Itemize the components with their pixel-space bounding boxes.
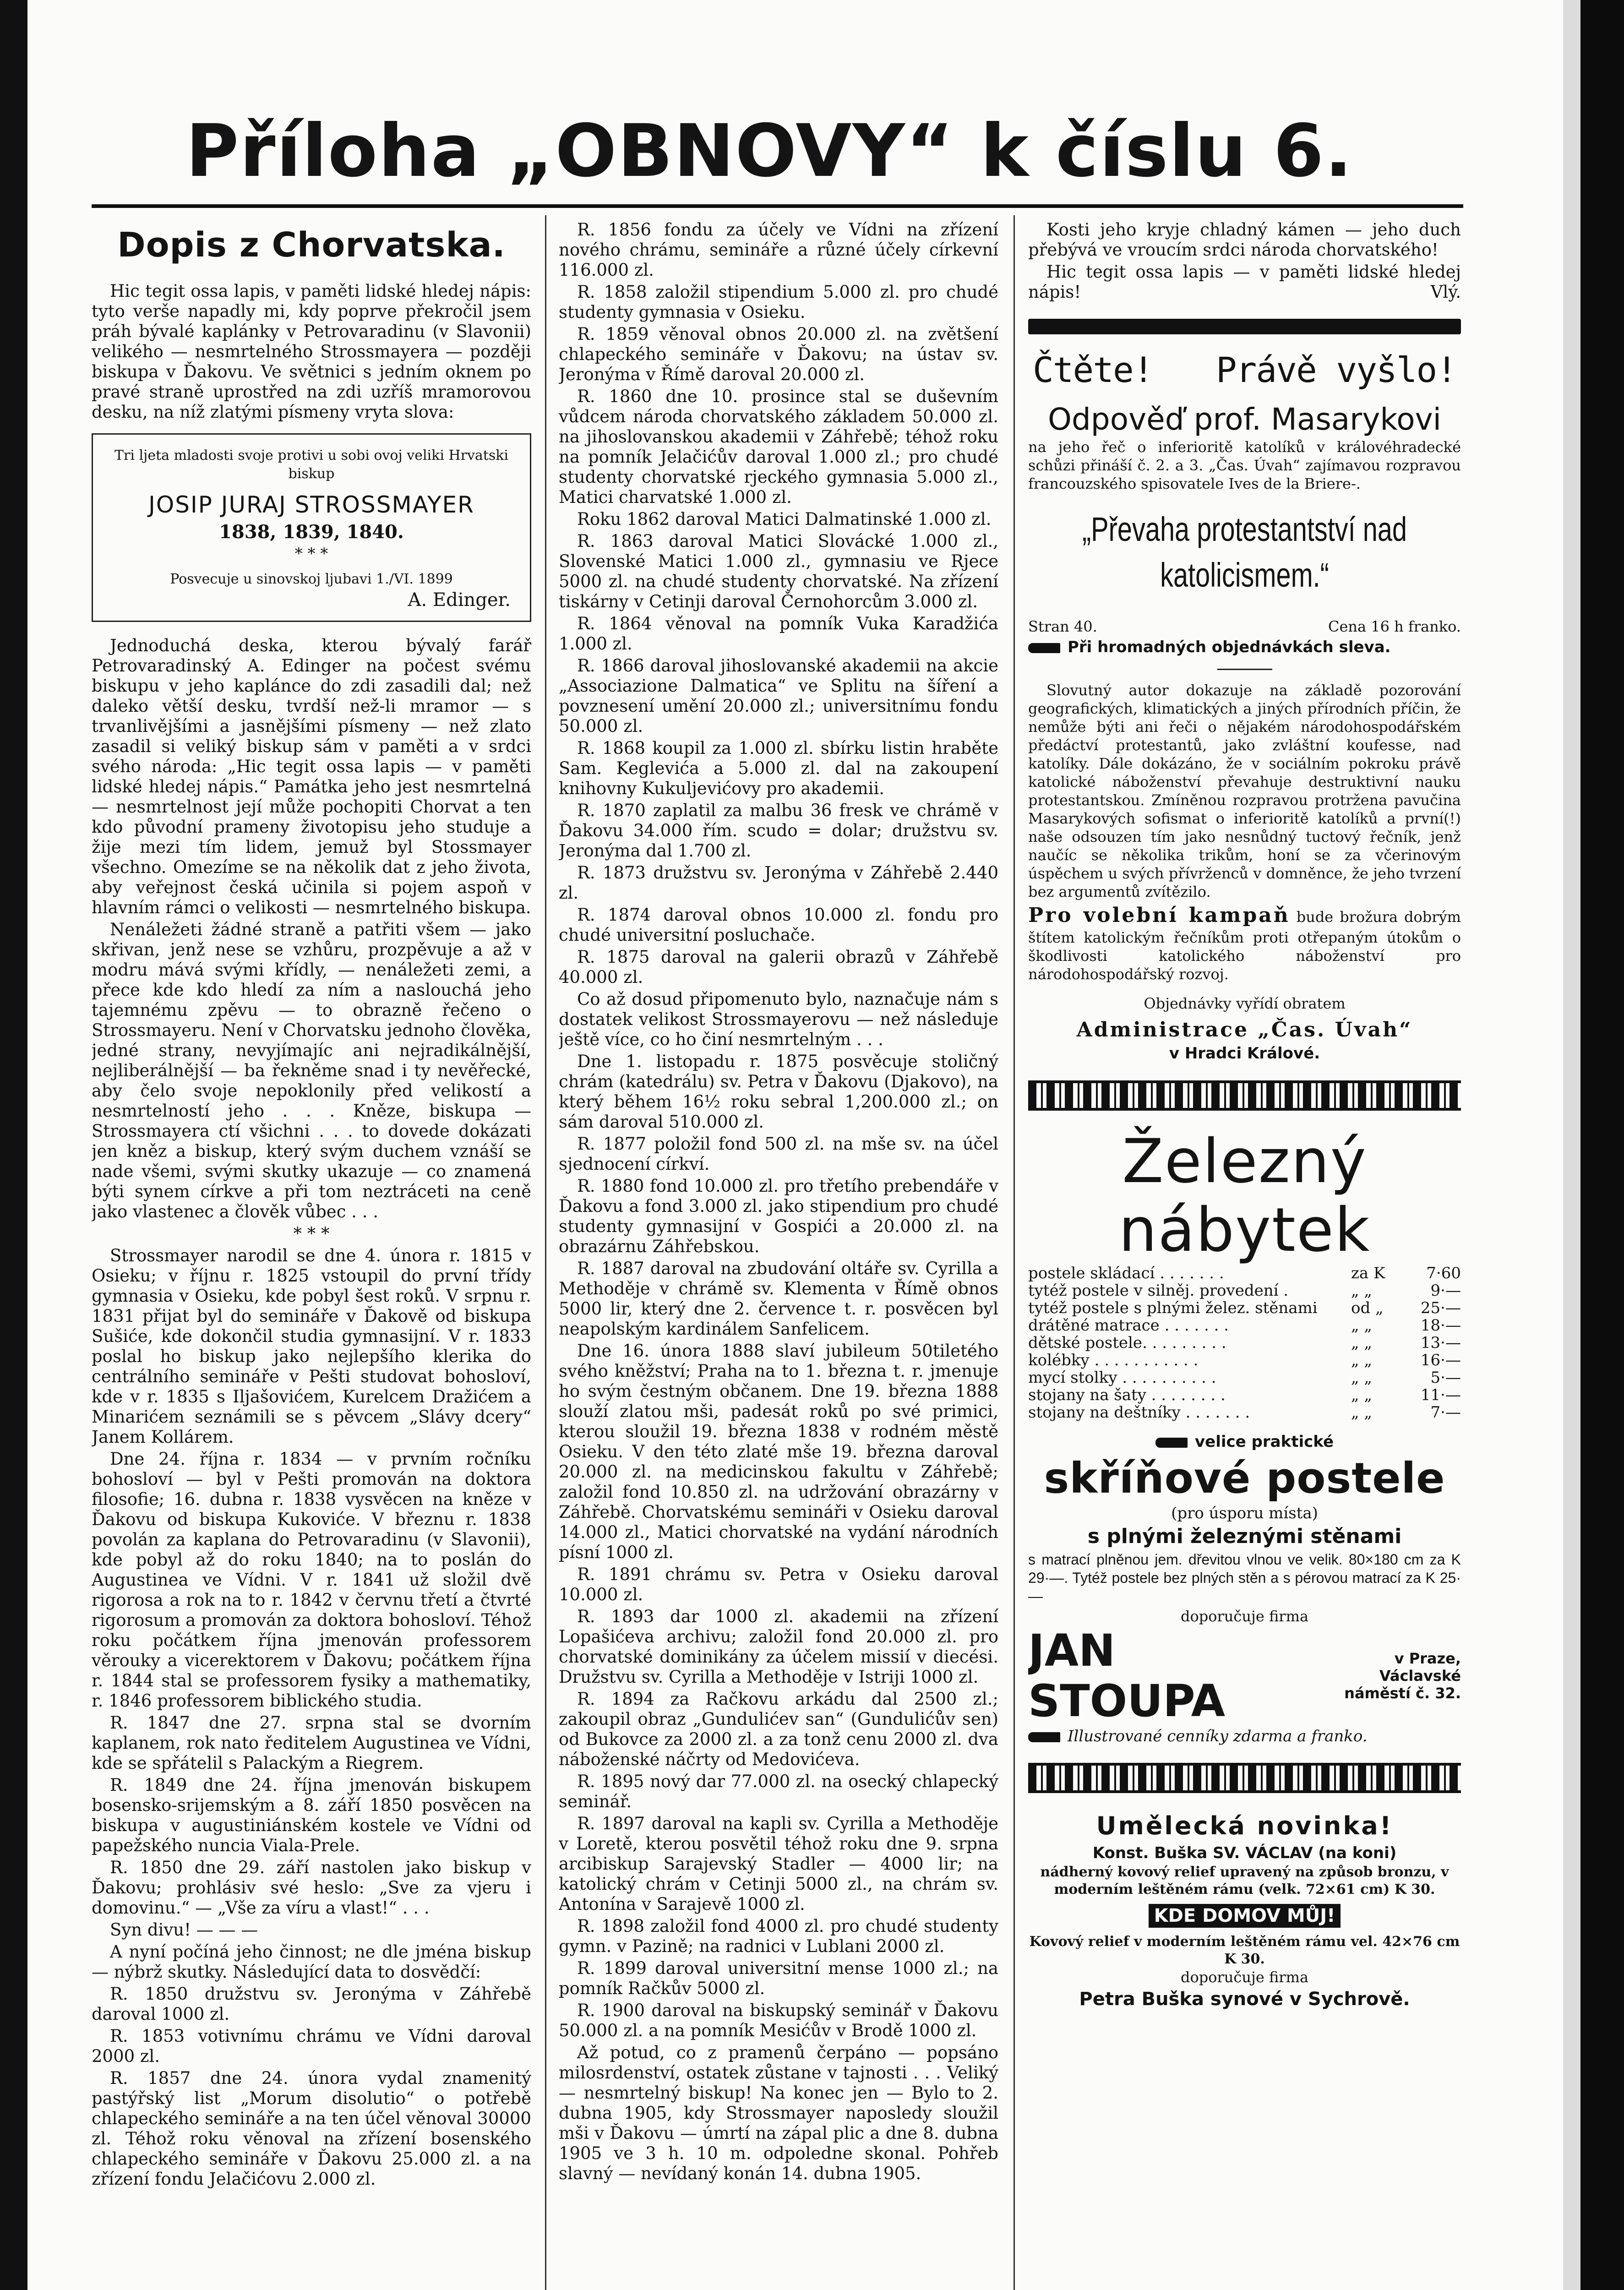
price-row bbox=[1028, 1334, 1461, 1352]
firm-row bbox=[1028, 1625, 1461, 1726]
article-paragraph: Jednoduchá deska, kterou bývalý farář Petrovaradinský A. Edinger na počest svému biskupu v jeho kaplánce do zdi zasadili dal; než daleko větší desku, tvrdší než-li mramor — s trvanlivějšími a jasnějšími písmeny — než zlato zasadil si veliký biskup sám v paměti a v srdci svého národa: „Hic tegit ossa lapis — v paměti lidské hledej nápis.“ Památka jeho jest nesmrtelná — nesmrtelnost její může pochopiti Chorvat a ten kdo původní prameny životopisu jeho studuje a žije mezi tím lidem, jemuž byl Stossmayer všechno. Omezíme se na několik dat z jeho života, aby veřejnost česká učinila si pojem aspoň v hlavním rámci o velikosti — nesmrtelného biskupa. bbox=[92, 636, 531, 917]
short-rule bbox=[1217, 669, 1272, 670]
book-pages: Stran 40. bbox=[1028, 618, 1097, 635]
separator-bar bbox=[1028, 319, 1461, 334]
catalog-line bbox=[1028, 1726, 1461, 1746]
memorial-plaque bbox=[92, 433, 531, 622]
practical-text: velice praktické bbox=[1194, 1433, 1334, 1451]
page-edge-right bbox=[1580, 0, 1624, 2290]
price-row bbox=[1028, 1265, 1461, 1282]
article-paragraph: Roku 1862 daroval Matici Dalmatinské 1.000 zl. bbox=[577, 509, 992, 529]
article-paragraph: R. 1863 daroval Matici Slovácké 1.000 zl., Slovenské Matici 1.000 zl., gymnasiu ve Rjece 5000 zl. na chudé studenty chorvatské. Na zřízení tiskárny v Cetinji daroval Černohorcům 3.000 zl. bbox=[559, 531, 998, 611]
article-paragraph: R. 1868 koupil za 1.000 zl. sbírku listin hraběte Sam. Keglevića a 5.000 zl. dal na zakoupení knihovny Kukuljevićovy pro akademii. bbox=[559, 738, 998, 798]
book-body: Slovutný autor dokazuje na základě pozorování geografických, klimatických a jiných přírodních příčin, že nemůže býti ani řeči o nějakém národohospodářském předáctví protestantů, jako zvláštní koufesse, nad katolíky. Dále dokázáno, že v sociálním pokroku právě katolické náboženství převahuje destruktivní nauku protestantskou. Zmíněnou rozpravou protržena pavučina Masarykových sofismat o inferioritě katolíků a první(!) naše odsouzen tím jako nesnůdný tuctový řečník, jenž naučíc se několika trikům, honí se za včerinovým úspěchem u svých přívrženců v domněnce, že jeho tvrzení bez argumentů zvítězilo. bbox=[1028, 682, 1461, 900]
article-paragraph: R. 1864 věnoval na pomník Vuka Karadžića 1.000 zl. bbox=[559, 614, 998, 654]
price-value: 13·— bbox=[1420, 1334, 1461, 1352]
article-paragraph: * * * bbox=[293, 1224, 330, 1243]
price-row bbox=[1028, 1386, 1461, 1404]
article-paragraph: A nyní počíná jeho činnost; ne dle jména biskup — nýbrž skutky. Následující data to dosvědčí: bbox=[92, 1942, 531, 1982]
article-paragraph: R. 1891 chrámu sv. Petra v Osieku daroval 10.000 zl. bbox=[559, 1565, 998, 1604]
article-ending-motto bbox=[1028, 262, 1461, 302]
price-unit: za K bbox=[1351, 1264, 1385, 1282]
article-ending: Kosti jeho kryje chladný kámen — jeho duch přebývá ve vroucím srdci národa chorvatského! bbox=[1028, 220, 1461, 260]
art-ad-line2: nádherný kovový relief upravený na způsob bronzu, v moderním leštěném rámu (velk. 72×61 cm) K 30. bbox=[1040, 1864, 1449, 1897]
article-paragraph: Dne 24. října r. 1834 — v prvním ročníku bohosloví — byl v Pešti promován na doktora filosofie; 16. dubna r. 1838 vysvěcen na kněze v Ďakovu od biskupa Kukoviće. V březnu r. 1838 povolán za kaplana do Petrovaradinu (v Slavonii), kde pobyl až do roku 1840; na to poslán do Augustinea ve Vídni. V r. 1841 už složil dvě rigorosa a rok na to r. 1842 v červnu třetí a čtvrté rigorosum a promován za doktora bohosloví. Téhož roku počátkem října jmenován professorem věrouky a vicerektorem v Ďakovu; počátkem října r. 1844 stal se professorem fysiky a mathematiky, r. 1846 professorem biblického studia. bbox=[92, 1449, 531, 1711]
book-price: Cena 16 h franko. bbox=[1328, 618, 1461, 635]
motto-text: Hic tegit ossa lapis — v paměti lidské hledej nápis! bbox=[1028, 262, 1461, 302]
art-ad-home-row bbox=[1028, 1904, 1461, 1928]
article-paragraph: Dne 16. února 1888 slaví jubileum 50tiletého svého kněžství; Praha na to 1. března t. r. jmenuje ho svým čestným občanem. Dne 19. března 1888 slouží zlatou mši, padesát roků po své primici, kterou sloužil 19. března 1838 v rodném městě Osieku. V den této zlaté mše 19. března daroval 20.000 zl. na medicinskou fakultu v Záhřebě; založil fond 10.850 zl. na udržování obrazárny v Záhřebě. Chorvatskému semináři v Osieku daroval 14.000 zl., Matici chorvatské na vydání národních písní 1000 zl. bbox=[559, 1341, 998, 1562]
article-paragraph: Až potud, co z pramenů čerpáno — popsáno milosrdenství, ostatek zůstane v tajnosti . . . Veliký — nesmrtelný biskup! Na konec jen — Bylo to 2. dubna 1905, kdy Strossmayer naposledy sloužil mši v Ďakovu — úmrtí na zápal plic a dne 8. dubna 1905 ve 3 h. 10 m. odpoledne skonal. Pohřeb slavný — nevídaný konán 14. dubna 1905. bbox=[559, 2043, 998, 2183]
article-paragraph: R. 1900 daroval na biskupský seminář v Ďakovu 50.000 zl. a na pomník Mesićův v Brodě 1000 zl. bbox=[559, 2001, 998, 2040]
article-paragraph: R. 1873 družstvu sv. Jeronýma v Záhřebě 2.440 zl. bbox=[559, 863, 998, 903]
cabinet-desc: s matrací plněnou jem. dřevitou vlnou ve velik. 80×180 cm za K 29·—. Tytéž postele bez plných stěn a s pérovou matrací za K 25·— bbox=[1028, 1551, 1461, 1604]
price-table bbox=[1028, 1265, 1461, 1421]
price-unit: „ „ bbox=[1351, 1281, 1373, 1300]
price-item: dětské postele. . . . . . . . . bbox=[1028, 1334, 1226, 1352]
article-paragraph: R. 1850 družstvu sv. Jeronýma v Záhřebě daroval 1000 zl. bbox=[92, 1984, 531, 2024]
home-banner: KDE DOMOV MŮJ! bbox=[1149, 1904, 1341, 1928]
art-ad-line3: Kovový relief v moderním leštěném rámu vel. 42×76 cm K 30. bbox=[1029, 1934, 1460, 1967]
art-firm: Petra Buška synové v Sychrově. bbox=[1079, 1989, 1410, 2010]
firm-address-2: náměstí č. 32. bbox=[1344, 1685, 1461, 1702]
price-item: stojany na deštníky . . . . . . . bbox=[1028, 1403, 1250, 1422]
admin-city: v Hradci Králové. bbox=[1169, 1044, 1320, 1063]
book-ad-header bbox=[1028, 348, 1461, 392]
column-2 bbox=[559, 220, 998, 2290]
article-paragraph: R. 1858 založil stipendium 5.000 zl. pro chudé studenty gymnasia v Osieku. bbox=[559, 282, 998, 322]
column-rule bbox=[1014, 215, 1015, 2290]
walls-line: s plnými železnými stěnami bbox=[1087, 1525, 1402, 1548]
price-value: 9·— bbox=[1430, 1281, 1461, 1300]
price-value: 5·— bbox=[1430, 1369, 1461, 1387]
price-value: 7·— bbox=[1430, 1403, 1461, 1422]
plaque-stars: * * * bbox=[294, 545, 328, 563]
price-item: postele skládací . . . . . . . bbox=[1028, 1264, 1224, 1282]
plaque-years: 1838, 1839, 1840. bbox=[219, 521, 404, 543]
column-1 bbox=[92, 220, 531, 2290]
campaign-text bbox=[1028, 903, 1461, 983]
price-item: tytéž postele v silněj. provedení . bbox=[1028, 1281, 1289, 1300]
article-paragraph: R. 1856 fondu za účely ve Vídni na zřízení nového chrámu, semináře a různé účely církevní 116.000 zl. bbox=[559, 220, 998, 280]
price-value: 25·— bbox=[1420, 1299, 1461, 1317]
pointing-hand-icon bbox=[1155, 1438, 1188, 1448]
price-row bbox=[1028, 1282, 1461, 1299]
article-paragraph: R. 1850 dne 29. září nastolen jako biskup v Ďakovu; prohlásiv své heslo: „Sve za vjeru i domovinu.“ — „Vše za víru a vlast!“ . . . bbox=[92, 1858, 531, 1918]
price-unit: „ „ bbox=[1351, 1316, 1373, 1335]
price-item: drátěné matrace . . . . . . . bbox=[1028, 1316, 1229, 1335]
art-ad-title: Umělecká novinka! bbox=[1096, 1811, 1393, 1840]
admin-name: Administrace „Čas. Úvah“ bbox=[1076, 1018, 1413, 1041]
plaque-signature: A. Edinger. bbox=[408, 589, 511, 611]
price-value: 7·60 bbox=[1426, 1264, 1461, 1282]
price-unit: „ „ bbox=[1351, 1334, 1373, 1352]
price-row bbox=[1028, 1299, 1461, 1317]
price-item: tytéž postele s plnými želez. stěnami bbox=[1028, 1299, 1318, 1317]
article-paragraph: R. 1898 založil fond 4000 zl. pro chudé studenty gymn. v Pazině; na radnici v Lublani 2000 zl. bbox=[559, 1916, 998, 1956]
article-paragraph: R. 1870 zaplatil za malbu 36 fresk ve chrámě v Ďakovu 34.000 řím. scudo = dolar; družstvu sv. Jeronýma dal 1.700 zl. bbox=[559, 801, 998, 861]
recommended-line: doporučuje firma bbox=[1180, 1608, 1309, 1625]
price-unit: „ „ bbox=[1351, 1386, 1373, 1404]
article-paragraph: Dne 1. listopadu r. 1875 posvěcuje stoličný chrám (katedrálu) sv. Petra v Ďakovu (Djakovo), na který během 16½ roku sebral 1,200.000 zl.; on sám daroval 510.000 zl. bbox=[559, 1052, 998, 1132]
price-item: mycí stolky . . . . . . . . . . bbox=[1028, 1369, 1216, 1387]
art-recommended: doporučuje firma bbox=[1180, 1968, 1309, 1986]
price-row bbox=[1028, 1404, 1461, 1421]
art-ad-line1: Konst. Buška SV. VÁCLAV (na koni) bbox=[1092, 1844, 1397, 1862]
article-paragraph: R. 1894 za Račkovu arkádu dal 2500 zl.; zakoupil obraz „Gundulićev san“ (Gundulićův sen) od Bukovce za 2000 zl. a za tonž cenu 2000 zl. dva náboženské náčrty od Medovićeva. bbox=[559, 1689, 998, 1769]
book-ad-desc: na jeho řeč o inferioritě katolíků v královéhradecké schůzi přináší č. 2. a 3. „Čas. Úvah“ zajímavou rozpravou francouzského spisovatele Ives de la Briere-. bbox=[1028, 438, 1461, 492]
plaque-name: JOSIP JURAJ STROSSMAYER bbox=[148, 491, 474, 518]
orders-line: Objednávky vyřídí obratem bbox=[1144, 995, 1346, 1012]
article-intro: Hic tegit ossa lapis, v paměti lidské hledej nápis: tyto verše napadly mi, kdy poprve překročil jsem práh bývalé kaplánky v Petrovaradinu (v Slavonii) velikého — nesmrtelného Strossmayera — později biskupa v Ďakovu. Ve světnici s jedním oknem po pravé straně uprostřed na zdi uzříš mramorovou desku, na níž zlatými písmeny vryta slova: bbox=[92, 281, 531, 422]
price-unit: „ „ bbox=[1351, 1403, 1373, 1422]
page-edge-left bbox=[0, 0, 27, 2290]
article-paragraph: R. 1866 daroval jihoslovanské akademii na akcie „Associazione Dalmatica“ ve Splitu na šíření a povznesení umění 20.000 zl.; universitnímu fondu 50.000 zl. bbox=[559, 656, 998, 736]
price-item: kolébky . . . . . . . . . . . bbox=[1028, 1351, 1199, 1369]
article-paragraph: Nenáležeti žádné straně a patřiti všem — jako skřivan, jenž nese se vzhůru, prozpěvuje a až v modru mává svými křídly, — nenáležeti zemi, a přece kde kdo hledí za ním a naslouchá jeho tajemnému zpěvu — to obrazně řečeno o Strossmayeru. Není v Chorvatsku jednoho člověka, jedné strany, nevyjímajíc ani nejradikálnější, nejliberálnější — ba řekněme snad i ty nevěřecké, aby čelo svoje nepoklonily před velikostí a nesmrtelností jeho . . . Kněze, biskupa — Strossmayera ctí všichni . . . to dovede dokázati jen kněz a biskup, který svým duchem vznáší se nade všemi, svými skutky ukazuje — co znamená býti synem církve a při tom neztráceti na ceně jako vlastenec a člověk vůbec . . . bbox=[92, 920, 531, 1221]
saving-line: (pro úsporu místa) bbox=[1171, 1504, 1318, 1522]
furniture-title: Železný nábytek bbox=[1118, 1126, 1371, 1265]
plaque-line: Tri ljeta mladosti svoje protivi u sobi ovoj veliki Hrvatski biskup bbox=[114, 447, 509, 482]
discount-text: Při hromadných objednávkách sleva. bbox=[1068, 638, 1391, 656]
column-rule bbox=[545, 215, 546, 2290]
firm-address-1: v Praze, Václavské bbox=[1379, 1650, 1461, 1685]
article-paragraph: R. 1875 daroval na galerii obrazů v Záhřebě 40.000 zl. bbox=[559, 947, 998, 987]
practical-line bbox=[1028, 1430, 1461, 1453]
article-paragraph: R. 1860 dne 10. prosince stal se duševním vůdcem národa chorvatského základem 50.000 zl. na jihoslovanskou akademii v Záhřebě; téhož roku na pomník Jelačićův daroval 1.000 zl.; pro chudé studenty chorvatské rjeckého gymnasia 5.000 zl., Matici charvatské 1.000 zl. bbox=[559, 387, 998, 507]
pointing-hand-icon bbox=[1028, 643, 1060, 653]
firm-address bbox=[1314, 1650, 1461, 1702]
article-paragraph: R. 1887 daroval na zbudování oltáře sv. Cyrilla a Methoděje v chrámě sv. Klementa v Římě obnos 5000 lir, který dne 2. července t. r. posvěcen byl neapolským kardinálem Sanfelicem. bbox=[559, 1259, 998, 1339]
price-value: 16·— bbox=[1420, 1351, 1461, 1369]
price-row bbox=[1028, 1317, 1461, 1334]
book-discount bbox=[1028, 637, 1461, 658]
article-body bbox=[92, 636, 531, 2189]
price-item: stojany na šaty . . . . . . . . bbox=[1028, 1386, 1226, 1404]
price-unit: „ „ bbox=[1351, 1351, 1373, 1369]
article-paragraph: R. 1847 dne 27. srpna stal se dvorním kaplanem, rok nato ředitelem Augustinea ve Vídni, kde se spřátelil s Palackým a Riegrem. bbox=[92, 1713, 531, 1773]
pointing-hand-icon bbox=[1028, 1732, 1060, 1742]
article-body-continued bbox=[559, 220, 998, 2184]
article-paragraph: R. 1877 položil fond 500 zl. na mše sv. na účel sjednocení církví. bbox=[559, 1134, 998, 1174]
cabinet-beds-title: skříňové postele bbox=[1044, 1454, 1445, 1503]
just-published-heading: Právě vyšlo! bbox=[1215, 349, 1456, 390]
article-signature: Vlý. bbox=[1430, 282, 1461, 302]
article-paragraph: R. 1857 dne 24. února vydal znamenitý pastýřský list „Morum disolutio“ o potřebě chlapeckého semináře a na ten účel věnoval 30000 zl. Téhož roku věnoval na zřízení bosenského chlapeckého semináře v Ďakovu 25.000 zl. a na zřízení fondu Jelačićovu 2.000 zl. bbox=[92, 2068, 531, 2189]
book-ad-title: Odpověď prof. Masarykovi bbox=[1047, 402, 1442, 437]
firm-name: JAN STOUPA bbox=[1028, 1625, 1226, 1727]
article-paragraph: R. 1853 votivnímu chrámu ve Vídni daroval 2000 zl. bbox=[92, 2026, 531, 2066]
article-paragraph: R. 1899 daroval universitní mense 1000 zl.; na pomník Račkův 5000 zl. bbox=[559, 1958, 998, 1998]
article-paragraph: R. 1874 daroval obnos 10.000 zl. fondu pro chudé universitní posluchače. bbox=[559, 905, 998, 945]
plaque-dedication: Posvecuje u sinovskoj ljubavi 1./VI. 1899 bbox=[170, 571, 453, 587]
article-paragraph: R. 1859 věnoval obnos 20.000 zl. na zvětšení chlapeckého semináře v Ďakovu; na ústav sv. Jeronýma v Římě daroval 20.000 zl. bbox=[559, 324, 998, 384]
ornament-band bbox=[1028, 1080, 1461, 1111]
article-paragraph: R. 1849 dne 24. října jmenován biskupem bosensko-srijemským a 8. září 1850 posvěcen na biskupa v augustiniánském kostele ve Vídni od papežského nuncia Viala-Prele. bbox=[92, 1775, 531, 1855]
masthead-rule bbox=[92, 204, 1463, 208]
price-value: 11·— bbox=[1420, 1386, 1461, 1404]
article-paragraph: Syn divu! — — — bbox=[110, 1920, 258, 1940]
price-unit: „ „ bbox=[1351, 1369, 1373, 1387]
price-row bbox=[1028, 1352, 1461, 1369]
read-heading: Čtěte! bbox=[1033, 349, 1153, 390]
price-unit: od „ bbox=[1351, 1299, 1384, 1317]
book-price-row bbox=[1028, 616, 1461, 637]
price-row bbox=[1028, 1369, 1461, 1386]
article-title: Dopis z Chorvatska. bbox=[117, 225, 506, 265]
column-3 bbox=[1028, 220, 1461, 2290]
page-edge-shadow bbox=[1563, 0, 1580, 2290]
book-title: „Převaha protestantství nad katolicismem.“ bbox=[1082, 510, 1407, 594]
campaign-desc: bude brožura dobrým štítem katolickým řečníkům proti otřepaným útokům o škodlivosti katolického náboženství pro národohospodářský rozvoj. bbox=[1028, 908, 1461, 983]
ornament-band bbox=[1028, 1763, 1461, 1793]
article-paragraph: Co až dosud připomenuto bylo, naznačuje nám s dostatek velikost Strossmayerovu — než následuje ještě více, co ho činí nesmrtelným . . . bbox=[559, 989, 998, 1049]
masthead: Příloha „OBNOVY“ k číslu 6. bbox=[185, 109, 1353, 193]
catalog-text: Illustrované cenníky zdarma a franko. bbox=[1068, 1727, 1368, 1745]
article-paragraph: R. 1895 nový dar 77.000 zl. na osecký chlapecký seminář. bbox=[559, 1772, 998, 1811]
campaign-heading: Pro volební kampaň bbox=[1028, 904, 1290, 927]
article-paragraph: R. 1897 daroval na kapli sv. Cyrilla a Methoděje v Loretě, kterou posvětil téhož roku dne 9. srpna arcibiskup Sarajevský Stadler — 4000 lir; na katolický chrám v Cetinji 5000 zl., na chrám sv. Antonína v Sarajevě 1000 zl. bbox=[559, 1814, 998, 1914]
article-paragraph: R. 1880 fond 10.000 zl. pro třetího prebendáře v Ďakovu a fond 3.000 zl. jako stipendium pro chudé studenty gymnasijní v Gospići a 20.000 zl. na obrazárnu Záhřebskou. bbox=[559, 1176, 998, 1256]
price-value: 18·— bbox=[1420, 1316, 1461, 1335]
article-paragraph: R. 1893 dar 1000 zl. akademii na zřízení Lopašićeva archivu; založil fond 20.000 zl. pro chorvatské dominikány za účelem missií v diecési. Družstvu sv. Cyrilla a Methoděje v Istriji 1000 zl. bbox=[559, 1607, 998, 1687]
article-paragraph: Strossmayer narodil se dne 4. února r. 1815 v Osieku; v říjnu r. 1825 vstoupil do první třídy gymnasia v Osieku, kde pobyl šest roků. V srpnu r. 1831 přijat byl do semináře v Ďakově od biskupa Sušiće, kde dokončil studia gymnasijní. V r. 1833 poslal ho biskup jako nejlepšího klerika do centrálního semináře v Pešti studovat bohosloví, kde v r. 1835 s Iljašovićem, Kurelcem Dražićem a Minarićem seznámili se s pěvcem „Slávy dcery“ Janem Kollárem. bbox=[92, 1246, 531, 1447]
